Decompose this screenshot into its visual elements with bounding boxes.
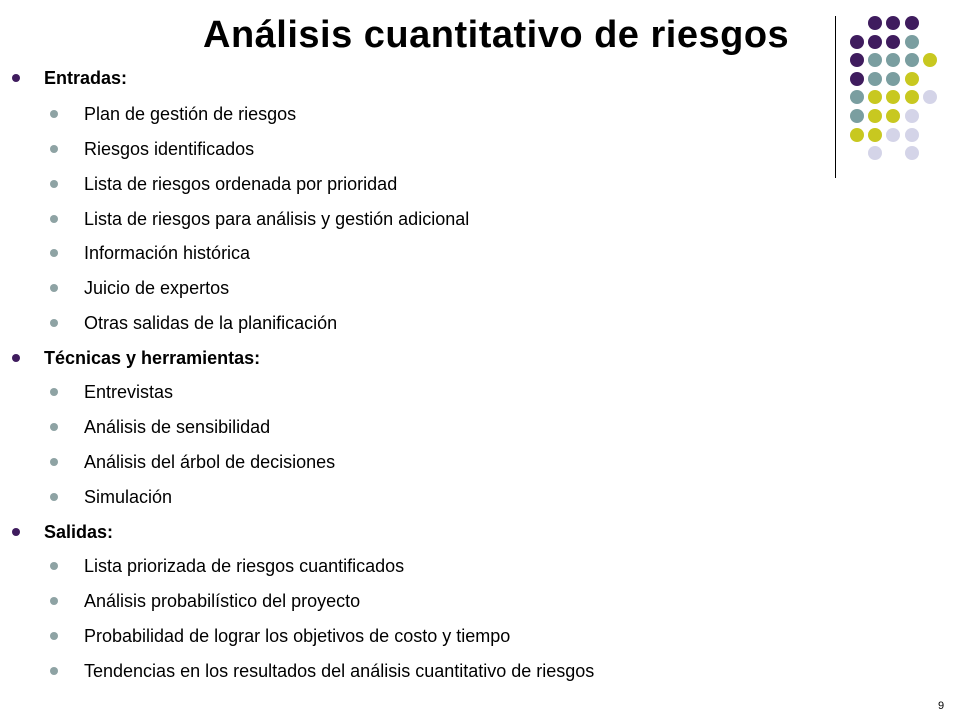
list-item bbox=[84, 555, 404, 577]
title-divider bbox=[835, 16, 836, 178]
decorative-dot bbox=[850, 53, 864, 67]
decorative-dot bbox=[905, 53, 919, 67]
decorative-dot bbox=[868, 90, 882, 104]
decorative-dot bbox=[886, 35, 900, 49]
decorative-dot bbox=[923, 90, 937, 104]
bullet-icon bbox=[50, 597, 58, 605]
page-number: 9 bbox=[938, 700, 945, 712]
decorative-dot bbox=[868, 35, 882, 49]
bullet-icon bbox=[50, 632, 58, 640]
section-heading-label: Salidas: bbox=[44, 522, 114, 542]
decorative-dot bbox=[905, 146, 919, 160]
list-item-label: Entrevistas bbox=[84, 382, 174, 402]
list-item-label: Análisis del árbol de decisiones bbox=[84, 452, 336, 472]
decorative-dot bbox=[886, 90, 900, 104]
decorative-dot bbox=[850, 128, 864, 142]
list-item bbox=[84, 103, 296, 125]
list-item-label: Lista de riesgos para análisis y gestión adicional bbox=[84, 209, 470, 229]
bullet-icon bbox=[50, 110, 58, 118]
list-item-label: Probabilidad de lograr los objetivos de costo y tiempo bbox=[84, 626, 511, 646]
bullet-icon bbox=[50, 423, 58, 431]
decorative-dot bbox=[850, 72, 864, 86]
list-item bbox=[84, 312, 337, 334]
bullet-icon bbox=[50, 493, 58, 501]
bullet-icon bbox=[50, 180, 58, 188]
decorative-dot bbox=[905, 72, 919, 86]
list-item bbox=[84, 173, 397, 195]
decorative-dot bbox=[886, 72, 900, 86]
list-item-label: Plan de gestión de riesgos bbox=[84, 104, 297, 124]
list-item bbox=[84, 277, 229, 299]
list-item-label: Juicio de expertos bbox=[84, 278, 230, 298]
bullet-icon bbox=[12, 354, 20, 362]
decorative-dot bbox=[923, 53, 937, 67]
decorative-dot bbox=[905, 35, 919, 49]
list-item bbox=[84, 381, 173, 403]
decorative-dot bbox=[868, 72, 882, 86]
list-item bbox=[84, 625, 510, 647]
list-item bbox=[84, 242, 250, 264]
decorative-dot bbox=[886, 128, 900, 142]
list-item bbox=[84, 590, 360, 612]
bullet-icon bbox=[12, 528, 20, 536]
bullet-icon bbox=[12, 74, 20, 82]
bullet-icon bbox=[50, 388, 58, 396]
list-item-label: Análisis probabilístico del proyecto bbox=[84, 591, 361, 611]
decorative-dot bbox=[868, 16, 882, 30]
bullet-icon bbox=[50, 458, 58, 466]
bullet-icon bbox=[50, 145, 58, 153]
bullet-icon bbox=[50, 284, 58, 292]
slide-title: Análisis cuantitativo de riesgos bbox=[203, 14, 790, 56]
list-item-label: Simulación bbox=[84, 487, 173, 507]
section-heading-label: Técnicas y herramientas: bbox=[44, 348, 261, 368]
decorative-dot bbox=[905, 109, 919, 123]
bullet-icon bbox=[50, 562, 58, 570]
list-item bbox=[84, 486, 172, 508]
list-item bbox=[84, 451, 335, 473]
list-item-label: Análisis de sensibilidad bbox=[84, 417, 271, 437]
bullet-icon bbox=[50, 667, 58, 675]
decorative-dot bbox=[905, 90, 919, 104]
decorative-dot bbox=[850, 90, 864, 104]
section-heading-tecnicas bbox=[44, 347, 260, 369]
list-item bbox=[84, 138, 254, 160]
bullet-icon bbox=[50, 215, 58, 223]
list-item-label: Otras salidas de la planificación bbox=[84, 313, 338, 333]
decorative-dot bbox=[868, 53, 882, 67]
decorative-dot bbox=[850, 109, 864, 123]
decorative-dot bbox=[886, 53, 900, 67]
list-item-label: Lista priorizada de riesgos cuantificados bbox=[84, 556, 405, 576]
list-item-label: Lista de riesgos ordenada por prioridad bbox=[84, 174, 398, 194]
decorative-dot bbox=[868, 128, 882, 142]
list-item bbox=[84, 208, 469, 230]
list-item-label: Tendencias en los resultados del análisis cuantitativo de riesgos bbox=[84, 661, 595, 681]
list-item-label: Riesgos identificados bbox=[84, 139, 255, 159]
section-heading-salidas bbox=[44, 521, 113, 543]
decorative-dot bbox=[905, 128, 919, 142]
decorative-dot bbox=[868, 109, 882, 123]
decorative-dot bbox=[886, 16, 900, 30]
bullet-icon bbox=[50, 249, 58, 257]
decorative-dot bbox=[905, 16, 919, 30]
decorative-dot bbox=[868, 146, 882, 160]
list-item-label: Información histórica bbox=[84, 243, 251, 263]
list-item bbox=[84, 416, 270, 438]
list-item bbox=[84, 660, 594, 682]
section-heading-label: Entradas: bbox=[44, 68, 128, 88]
decorative-dot bbox=[886, 109, 900, 123]
bullet-icon bbox=[50, 319, 58, 327]
decorative-dot bbox=[850, 35, 864, 49]
section-heading-entradas bbox=[44, 67, 127, 89]
